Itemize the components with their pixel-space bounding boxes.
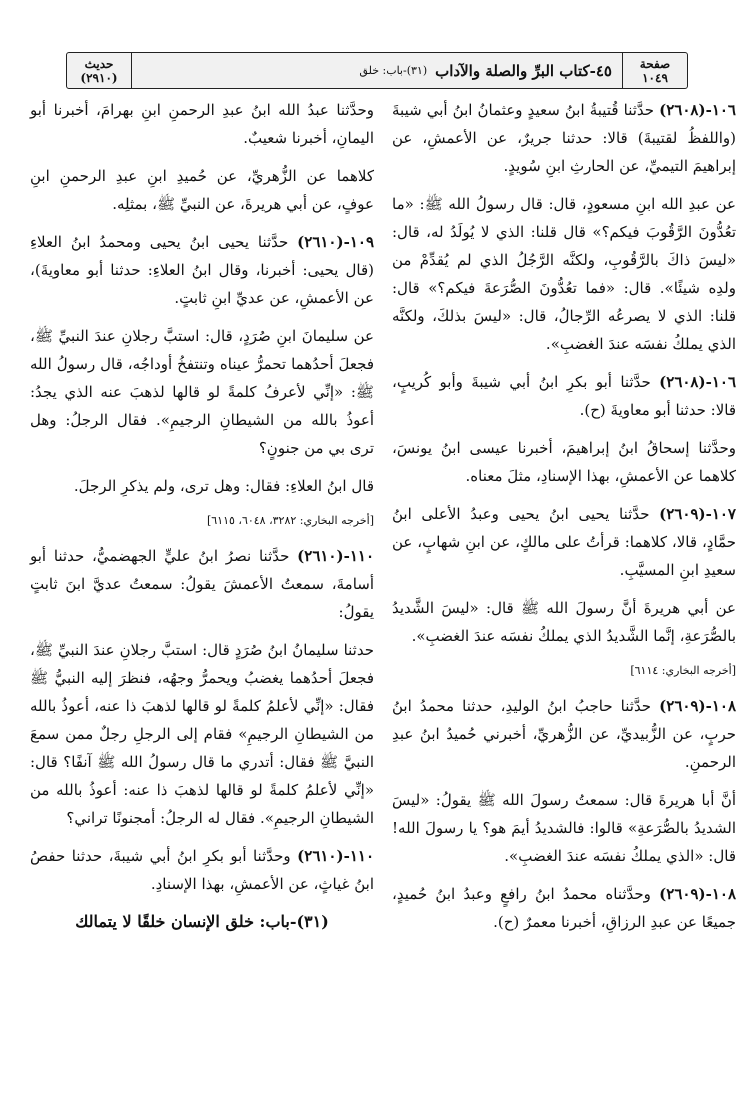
chapter-heading: (٣١)-باب: خلق الإنسان خلقًا لا يتمالك [75, 912, 329, 931]
book-title: ٤٥-كتاب البرِّ والصلة والآداب [435, 61, 612, 80]
hadith-paragraph [392, 190, 736, 358]
hadith-paragraph [392, 692, 736, 776]
hadith-number: ١٠٨-(٢٦٠٩) [659, 885, 736, 903]
page-label: صفحة [639, 56, 671, 71]
hadith-text: حدَّثنا أبو بكرِ ابنُ أبي شيبةَ وأبو كُريبٍ، قالا: حدثنا أبو معاويةَ (ح). [392, 373, 736, 419]
hadith-label: حديث [84, 56, 114, 71]
hadith-number: ١٠٨-(٢٦٠٩) [659, 697, 736, 715]
hadith-paragraph [30, 96, 374, 152]
hadith-number: ١٠٦-(٢٦٠٨) [659, 101, 736, 119]
hadith-text: حدَّثنا نصرُ ابنُ عليٍّ الجهضميُّ، حدثنا أبو أسامةَ، سمعتُ الأعمشَ يقولُ: سمعتُ عديَّ ابنَ ثابتٍ يقولُ: [30, 547, 374, 621]
hadith-paragraph [30, 542, 374, 626]
hadith-number: ١٠٩-(٢٦١٠) [297, 233, 374, 251]
hadith-text: قال ابنُ العلاءِ: فقال: وهل ترى، ولم يذكرِ الرجلَ. [73, 477, 374, 495]
hadith-number: ١١٠-(٢٦١٠) [297, 847, 374, 865]
hadith-text: أنَّ أبا هريرةَ قال: سمعتُ رسولَ الله ﷺ يقولُ: «ليسَ الشديدُ بالصُّرَعةِ» قالوا: فالشديدُ أيمَ هو؟ يا رسولَ الله! قال: «الذي يملكُ نفسَه عندَ الغضبِ». [392, 791, 736, 865]
hadith-text: حدَّثنا حاجبُ ابنُ الوليدِ، حدثنا محمدُ ابنُ حربٍ، عن الزُّبيديِّ، عن الزُّهريِّ، أخبرني حُميدُ ابنُ عبدِ الرحمنِ. [392, 697, 736, 771]
hadith-paragraph [392, 500, 736, 584]
hadith-paragraph [392, 594, 736, 650]
hadith-paragraph [30, 228, 374, 312]
hadith-text: حدثنا سليمانُ ابنُ صُرَدٍ قال: استبَّ رجلانِ عندَ النبيِّ ﷺ، فجعلَ أحدُهما يغضبُ ويحمرُّ وجهُه، فنظرَ إليه النبيُّ ﷺ فقال: «إنِّي لأعلمُ كلمةً لو قالها لذهبَ ذا عنه، أعوذُ بالله من الشيطانِ الرجيمِ» فقام إلى الرجلِ رجلٌ ممن سمعَ النبيَّ ﷺ فقال: أتدري ما قال رسولُ الله ﷺ آنفًا؟ قال: «إنِّي لأعلمُ كلمةً لو قالها لذهبَ ذا عنه: أعوذُ بالله من الشيطانِ الرجيمِ». فقال له الرجلُ: أمجنونًا تراني؟ [30, 641, 374, 827]
hadith-text: حدَّثنا قُتيبةُ ابنُ سعيدٍ وعثمانُ ابنُ أبي شيبةَ (واللفظُ لقتيبةَ) قالا: حدثنا جريرٌ، عن الأعمشِ، عن إبراهيمَ التيميِّ، عن الحارثِ ابنِ سُويدٍ. [392, 101, 736, 175]
hadith-paragraph [392, 660, 736, 682]
hadith-paragraph [30, 510, 374, 532]
hadith-paragraph [30, 472, 374, 500]
hadith-paragraph [30, 636, 374, 832]
hadith-text: وحدَّثنا عبدُ الله ابنُ عبدِ الرحمنِ ابنِ بهرامَ، أخبرنا أبو اليمانِ، أخبرنا شعيبٌ. [30, 101, 374, 147]
hadith-text: وحدَّثنا أبو بكرِ ابنُ أبي شيبةَ، حدثنا حفصُ ابنُ غياثٍ، عن الأعمشِ، بهذا الإسنادِ. [30, 847, 374, 893]
hadith-text: كلاهما عن الزُّهريِّ، عن حُميدِ ابنِ عبدِ الرحمنِ ابنِ عوفٍ، عن أبي هريرةَ، عن النبيِّ ﷺ، بمثلِه. [30, 167, 374, 213]
hadith-paragraph [30, 842, 374, 898]
hadith-number: ١١٠-(٢٦١٠) [297, 547, 374, 565]
right-column [392, 96, 736, 946]
hadith-text: حدَّثنا يحيى ابنُ يحيى ومحمدُ ابنُ العلاءِ (قال يحيى: أخبرنا، وقال ابنُ العلاءِ: حدثنا أبو معاويةَ)، عن الأعمشِ، عن عديِّ ابنِ ثابتٍ. [30, 233, 374, 307]
hadith-paragraph [392, 880, 736, 936]
hadith-text: عن عبدِ الله ابنِ مسعودٍ، قال: قال رسولُ الله ﷺ: «ما تعُدُّونَ الرَّقُوبَ فيكم؟» قال قلنا: الذي لا يُولَدُ له، قال: «ليسَ ذاكَ بالرَّقُوبِ، ولكنَّه الرَّجُلُ الذي لم يُقدِّمْ من ولدِه شيئًا». قال: «فما تعُدُّونَ الصُّرَعةَ فيكم؟» قال: قلنا: الذي لا يصرعُه الرِّجالُ، قال: «ليسَ بذلكَ، ولكنَّه الذي يملكُ نفسَه عندَ الغضبِ». [392, 195, 736, 353]
hadith-paragraph [392, 786, 736, 870]
hadith-text: عن أبي هريرةَ أنَّ رسولَ الله ﷺ قال: «ليسَ الشَّديدُ بالصُّرَعةِ، إنَّما الشَّديدُ الذي يملكُ نفسَه عندَ الغضبِ». [392, 599, 736, 645]
left-column [30, 96, 374, 936]
header-title [132, 62, 622, 80]
hadith-text: [أخرجه البخاري: ٦١١٤] [630, 664, 736, 677]
page-number: ١٠٤٩ [642, 70, 668, 85]
hadith-paragraph [392, 96, 736, 180]
hadith-text: وحدَّثناه محمدُ ابنُ رافعٍ وعبدُ ابنُ حُميدٍ، جميعًا عن عبدِ الرزاقِ، أخبرنا معمرٌ (ح). [392, 885, 736, 931]
hadith-text: عن سليمانَ ابنِ صُرَدٍ، قال: استبَّ رجلانِ عندَ النبيِّ ﷺ، فجعلَ أحدُهما تحمرُّ عيناه وتنتفخُ أوداجُه، قال رسولُ الله ﷺ: «إنِّي لأعرفُ كلمةً لو قالها لذهبَ عنه الذي يجدُ: أعوذُ بالله من الشيطانِ الرجيمِ». فقال الرجلُ: وهل ترى بي من جنونٍ؟ [30, 327, 374, 457]
page-number-box [622, 53, 687, 88]
hadith-text: حدَّثنا يحيى ابنُ يحيى وعبدُ الأعلى ابنُ حمَّادٍ، قالا، كلاهما: قرأتُ على مالكٍ، عن ابنِ شهابٍ، عن سعيدِ ابنِ المسيَّبِ. [392, 505, 736, 579]
hadith-number: ١٠٦-(٢٦٠٨) [659, 373, 736, 391]
hadith-paragraph [392, 368, 736, 424]
hadith-paragraph [30, 162, 374, 218]
hadith-text: [أخرجه البخاري: ٣٢٨٢، ٦٠٤٨، ٦١١٥] [206, 514, 374, 527]
hadith-text: وحدَّثنا إسحاقُ ابنُ إبراهيمَ، أخبرنا عيسى ابنُ يونسَ، كلاهما عن الأعمشِ، بهذا الإسنادِ، مثلَ معناه. [392, 439, 736, 485]
hadith-paragraph [30, 322, 374, 462]
hadith-paragraph [392, 434, 736, 490]
hadith-number-box [67, 53, 132, 88]
page-header [66, 52, 688, 89]
hadith-number: ١٠٧-(٢٦٠٩) [659, 505, 736, 523]
hadith-number: (٢٩١٠) [80, 70, 118, 85]
chapter-short: (٣١)-باب: خلق [359, 64, 428, 77]
